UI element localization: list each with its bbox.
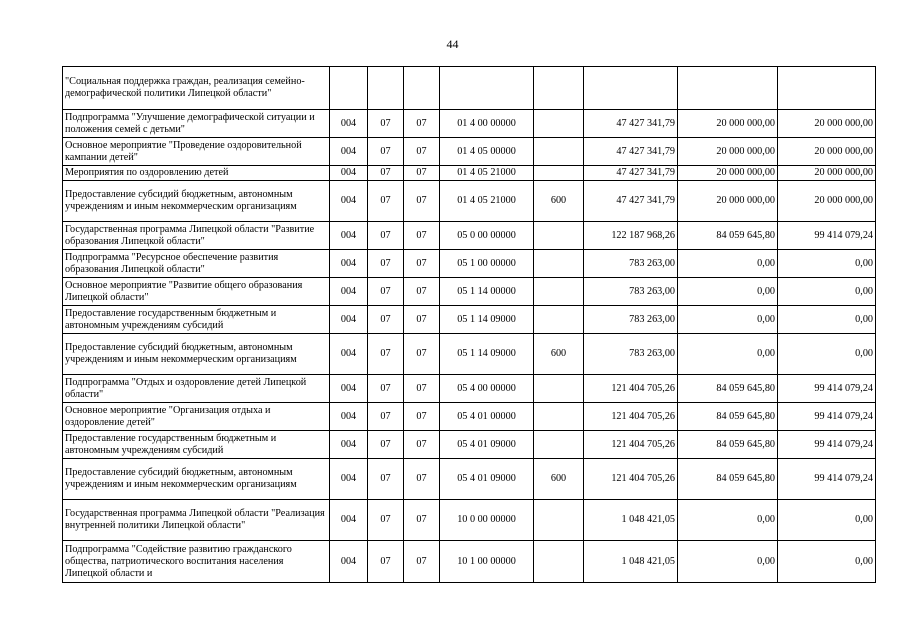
cell-sum-2: 84 059 645,80	[678, 459, 778, 500]
cell-sum-3: 20 000 000,00	[778, 181, 876, 222]
cell-sum-1: 783 263,00	[584, 250, 678, 278]
cell-target-article: 10 1 00 00000	[440, 541, 534, 583]
budget-table	[62, 66, 876, 583]
cell-target-article	[440, 67, 534, 110]
cell-section: 07	[368, 166, 404, 181]
cell-subsection: 07	[404, 541, 440, 583]
table-row	[63, 250, 876, 278]
cell-sum-3: 99 414 079,24	[778, 431, 876, 459]
cell-target-article: 05 4 00 00000	[440, 375, 534, 403]
cell-admin-code: 004	[330, 181, 368, 222]
table-body	[63, 67, 876, 583]
cell-name: Предоставление субсидий бюджетным, автономным учреждениям и иным некоммерческим организациям	[63, 334, 330, 375]
cell-admin-code: 004	[330, 110, 368, 138]
cell-admin-code: 004	[330, 459, 368, 500]
cell-name: Основное мероприятие "Проведение оздоровительной кампании детей"	[63, 138, 330, 166]
cell-name: Предоставление субсидий бюджетным, автономным учреждениям и иным некоммерческим организациям	[63, 181, 330, 222]
cell-target-article: 01 4 00 00000	[440, 110, 534, 138]
cell-subsection: 07	[404, 334, 440, 375]
cell-section: 07	[368, 500, 404, 541]
table-row	[63, 334, 876, 375]
cell-admin-code: 004	[330, 375, 368, 403]
cell-expense-type: 600	[534, 334, 584, 375]
cell-name: Государственная программа Липецкой области "Развитие образования Липецкой области"	[63, 222, 330, 250]
cell-subsection: 07	[404, 222, 440, 250]
cell-expense-type	[534, 166, 584, 181]
table-row	[63, 306, 876, 334]
cell-section: 07	[368, 334, 404, 375]
cell-name: Предоставление государственным бюджетным и автономным учреждениям субсидий	[63, 431, 330, 459]
cell-sum-3: 20 000 000,00	[778, 138, 876, 166]
cell-sum-3: 0,00	[778, 306, 876, 334]
cell-sum-1: 47 427 341,79	[584, 138, 678, 166]
table-row	[63, 403, 876, 431]
cell-name: Предоставление субсидий бюджетным, автономным учреждениям и иным некоммерческим организациям	[63, 459, 330, 500]
cell-target-article: 01 4 05 21000	[440, 181, 534, 222]
cell-expense-type	[534, 431, 584, 459]
cell-sum-1: 121 404 705,26	[584, 431, 678, 459]
cell-sum-2: 0,00	[678, 278, 778, 306]
cell-sum-2: 84 059 645,80	[678, 403, 778, 431]
cell-sum-3: 0,00	[778, 334, 876, 375]
table-row	[63, 459, 876, 500]
table-row	[63, 278, 876, 306]
cell-subsection: 07	[404, 431, 440, 459]
cell-admin-code: 004	[330, 138, 368, 166]
cell-name: Подпрограмма "Содействие развитию гражданского общества, патриотического воспитания населения Липецкой области и	[63, 541, 330, 583]
cell-sum-3: 0,00	[778, 278, 876, 306]
cell-admin-code: 004	[330, 403, 368, 431]
cell-expense-type: 600	[534, 459, 584, 500]
cell-section: 07	[368, 222, 404, 250]
cell-subsection: 07	[404, 250, 440, 278]
cell-expense-type	[534, 67, 584, 110]
cell-sum-2	[678, 67, 778, 110]
cell-sum-2: 0,00	[678, 500, 778, 541]
cell-sum-3: 99 414 079,24	[778, 222, 876, 250]
cell-expense-type	[534, 403, 584, 431]
cell-expense-type	[534, 306, 584, 334]
page-number: 44	[446, 37, 459, 51]
cell-expense-type	[534, 375, 584, 403]
cell-admin-code: 004	[330, 306, 368, 334]
cell-subsection	[404, 67, 440, 110]
cell-admin-code: 004	[330, 250, 368, 278]
cell-target-article: 05 1 14 09000	[440, 306, 534, 334]
table-row	[63, 222, 876, 250]
cell-name: Подпрограмма "Ресурсное обеспечение развития образования Липецкой области"	[63, 250, 330, 278]
cell-subsection: 07	[404, 403, 440, 431]
cell-expense-type	[534, 110, 584, 138]
cell-target-article: 05 4 01 09000	[440, 431, 534, 459]
cell-name: Основное мероприятие "Развитие общего образования Липецкой области"	[63, 278, 330, 306]
cell-target-article: 05 4 01 00000	[440, 403, 534, 431]
cell-name: Предоставление государственным бюджетным и автономным учреждениям субсидий	[63, 306, 330, 334]
cell-expense-type	[534, 541, 584, 583]
cell-admin-code: 004	[330, 166, 368, 181]
cell-target-article: 01 4 05 00000	[440, 138, 534, 166]
cell-sum-3: 99 414 079,24	[778, 403, 876, 431]
cell-expense-type	[534, 500, 584, 541]
cell-target-article: 05 1 14 09000	[440, 334, 534, 375]
cell-subsection: 07	[404, 459, 440, 500]
cell-section: 07	[368, 278, 404, 306]
cell-expense-type	[534, 278, 584, 306]
table-row	[63, 181, 876, 222]
cell-section: 07	[368, 110, 404, 138]
cell-section: 07	[368, 431, 404, 459]
cell-sum-2: 20 000 000,00	[678, 138, 778, 166]
cell-section: 07	[368, 181, 404, 222]
cell-target-article: 05 0 00 00000	[440, 222, 534, 250]
cell-sum-3: 0,00	[778, 250, 876, 278]
cell-subsection: 07	[404, 110, 440, 138]
cell-subsection: 07	[404, 181, 440, 222]
cell-admin-code: 004	[330, 334, 368, 375]
cell-sum-1: 122 187 968,26	[584, 222, 678, 250]
cell-name: "Социальная поддержка граждан, реализация семейно-демографической политики Липецкой области"	[63, 67, 330, 110]
table-row	[63, 67, 876, 110]
cell-name: Подпрограмма "Улучшение демографической ситуации и положения семей с детьми"	[63, 110, 330, 138]
cell-sum-2: 20 000 000,00	[678, 110, 778, 138]
cell-expense-type	[534, 250, 584, 278]
cell-subsection: 07	[404, 306, 440, 334]
cell-name: Основное мероприятие "Организация отдыха и оздоровление детей"	[63, 403, 330, 431]
cell-admin-code: 004	[330, 500, 368, 541]
cell-sum-3: 99 414 079,24	[778, 375, 876, 403]
cell-sum-1	[584, 67, 678, 110]
cell-name: Мероприятия по оздоровлению детей	[63, 166, 330, 181]
cell-admin-code: 004	[330, 222, 368, 250]
cell-subsection: 07	[404, 278, 440, 306]
cell-sum-2: 0,00	[678, 306, 778, 334]
table-row	[63, 541, 876, 583]
table-row	[63, 431, 876, 459]
cell-target-article: 01 4 05 21000	[440, 166, 534, 181]
table-row	[63, 166, 876, 181]
cell-subsection: 07	[404, 375, 440, 403]
cell-sum-3: 20 000 000,00	[778, 166, 876, 181]
cell-sum-1: 47 427 341,79	[584, 110, 678, 138]
cell-section: 07	[368, 541, 404, 583]
cell-sum-2: 0,00	[678, 250, 778, 278]
cell-sum-2: 0,00	[678, 541, 778, 583]
cell-sum-2: 84 059 645,80	[678, 431, 778, 459]
cell-sum-1: 121 404 705,26	[584, 459, 678, 500]
cell-sum-1: 783 263,00	[584, 278, 678, 306]
cell-target-article: 05 4 01 09000	[440, 459, 534, 500]
cell-section: 07	[368, 250, 404, 278]
cell-sum-1: 121 404 705,26	[584, 375, 678, 403]
cell-sum-1: 1 048 421,05	[584, 541, 678, 583]
cell-expense-type: 600	[534, 181, 584, 222]
cell-expense-type	[534, 138, 584, 166]
cell-sum-3	[778, 67, 876, 110]
cell-sum-1: 121 404 705,26	[584, 403, 678, 431]
cell-section	[368, 67, 404, 110]
cell-section: 07	[368, 138, 404, 166]
cell-subsection: 07	[404, 500, 440, 541]
cell-admin-code: 004	[330, 541, 368, 583]
cell-sum-1: 47 427 341,79	[584, 166, 678, 181]
cell-admin-code: 004	[330, 431, 368, 459]
cell-admin-code: 004	[330, 278, 368, 306]
cell-subsection: 07	[404, 166, 440, 181]
cell-sum-1: 783 263,00	[584, 334, 678, 375]
cell-sum-2: 20 000 000,00	[678, 166, 778, 181]
table-row	[63, 500, 876, 541]
cell-target-article: 05 1 14 00000	[440, 278, 534, 306]
cell-expense-type	[534, 222, 584, 250]
cell-subsection: 07	[404, 138, 440, 166]
cell-section: 07	[368, 459, 404, 500]
cell-section: 07	[368, 306, 404, 334]
table-row	[63, 138, 876, 166]
table-row	[63, 375, 876, 403]
cell-name: Государственная программа Липецкой области "Реализация внутренней политики Липецкой области"	[63, 500, 330, 541]
cell-sum-1: 47 427 341,79	[584, 181, 678, 222]
cell-section: 07	[368, 375, 404, 403]
table-row	[63, 110, 876, 138]
cell-target-article: 10 0 00 00000	[440, 500, 534, 541]
cell-section: 07	[368, 403, 404, 431]
cell-sum-2: 20 000 000,00	[678, 181, 778, 222]
cell-sum-3: 0,00	[778, 541, 876, 583]
cell-sum-2: 0,00	[678, 334, 778, 375]
cell-sum-1: 1 048 421,05	[584, 500, 678, 541]
cell-sum-2: 84 059 645,80	[678, 375, 778, 403]
cell-sum-3: 99 414 079,24	[778, 459, 876, 500]
cell-target-article: 05 1 00 00000	[440, 250, 534, 278]
cell-sum-3: 0,00	[778, 500, 876, 541]
cell-sum-1: 783 263,00	[584, 306, 678, 334]
cell-sum-3: 20 000 000,00	[778, 110, 876, 138]
cell-sum-2: 84 059 645,80	[678, 222, 778, 250]
cell-name: Подпрограмма "Отдых и оздоровление детей Липецкой области"	[63, 375, 330, 403]
cell-admin-code	[330, 67, 368, 110]
